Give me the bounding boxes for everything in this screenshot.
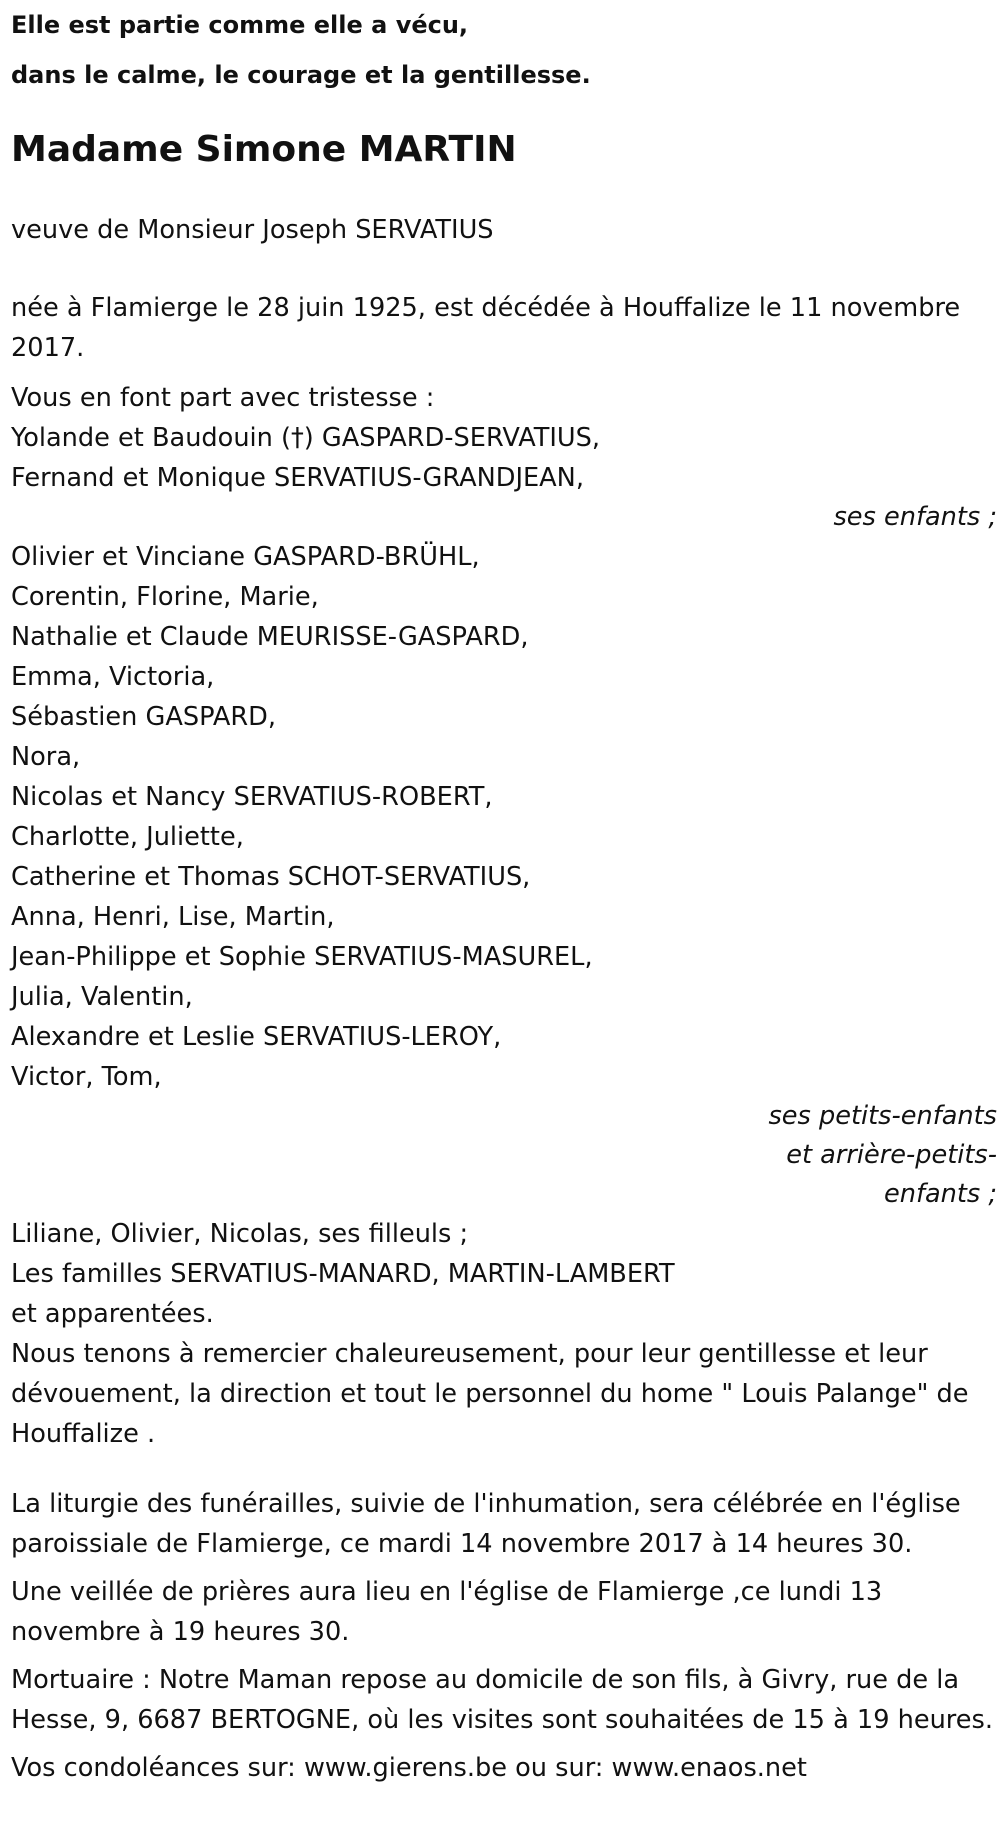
list-item: Corentin, Florine, Marie, <box>11 582 319 612</box>
list-item: Sébastien GASPARD, <box>11 702 277 732</box>
list-item: Catherine et Thomas SCHOT-SERVATIUS, <box>11 862 531 892</box>
birth-death-info: née à Flamierge le 28 juin 1925, est décédée à Houffalize le 11 novembre 2017. <box>11 293 961 363</box>
obituary-notice <box>11 0 997 1788</box>
list-item: Les familles SERVATIUS-MANARD, MARTIN-LAMBERT <box>11 1259 675 1289</box>
grandchildren-list <box>11 537 997 1097</box>
list-item: Charlotte, Juliette, <box>11 822 244 852</box>
grandchildren-role <box>717 1097 997 1214</box>
list-item: Emma, Victoria, <box>11 662 215 692</box>
list-item: Olivier et Vinciane GASPARD-BRÜHL, <box>11 542 480 572</box>
grandchildren-role-line-1: ses petits-enfants <box>768 1101 997 1131</box>
deceased-name: Madame Simone MARTIN <box>11 129 517 170</box>
list-item: Anna, Henri, Lise, Martin, <box>11 902 335 932</box>
children-role: ses enfants ; <box>833 502 997 532</box>
list-item: Victor, Tom, <box>11 1062 162 1092</box>
widow-of: veuve de Monsieur Joseph SERVATIUS <box>11 215 494 245</box>
list-item: Nora, <box>11 742 81 772</box>
list-item: Liliane, Olivier, Nicolas, ses filleuls ; <box>11 1219 469 1249</box>
epigraph-line-1: Elle est partie comme elle a vécu, <box>11 11 469 39</box>
list-item: Yolande et Baudouin (†) GASPARD-SERVATIUS, <box>11 423 601 453</box>
announcement-intro: Vous en font part avec tristesse : <box>11 383 435 413</box>
list-item: Alexandre et Leslie SERVATIUS-LEROY, <box>11 1022 502 1052</box>
list-item: Julia, Valentin, <box>11 982 193 1012</box>
condolences-paragraph: Vos condoléances sur: www.gierens.be ou sur: www.enaos.net <box>11 1753 807 1783</box>
list-item: Jean-Philippe et Sophie SERVATIUS-MASUREL, <box>11 942 593 972</box>
mortuary-paragraph: Mortuaire : Notre Maman repose au domicile de son fils, à Givry, rue de la Hesse, 9, 6687 BERTOGNE, où les visites sont souhaitées de 15 à 19 heures. <box>11 1665 993 1735</box>
grandchildren-role-line-2: et arrière-petits- <box>786 1140 997 1170</box>
list-item: Fernand et Monique SERVATIUS-GRANDJEAN, <box>11 463 584 493</box>
list-item: et apparentées. <box>11 1299 214 1329</box>
funeral-paragraph: La liturgie des funérailles, suivie de l'inhumation, sera célébrée en l'église paroissiale de Flamierge, ce mardi 14 novembre 2017 à 14 heures 30. <box>11 1489 961 1559</box>
grandchildren-role-line-3: enfants ; <box>883 1179 997 1209</box>
others-list <box>11 1214 997 1334</box>
vigil-paragraph: Une veillée de prières aura lieu en l'église de Flamierge ,ce lundi 13 novembre à 19 heures 30. <box>11 1577 883 1647</box>
epigraph-line-2: dans le calme, le courage et la gentillesse. <box>11 61 591 89</box>
epigraph <box>11 0 997 100</box>
list-item: Nathalie et Claude MEURISSE-GASPARD, <box>11 622 529 652</box>
thanks-paragraph: Nous tenons à remercier chaleureusement, pour leur gentillesse et leur dévouement, la direction et tout le personnel du home " Louis Palange" de Houffalize . <box>11 1339 969 1449</box>
children-list <box>11 418 997 498</box>
list-item: Nicolas et Nancy SERVATIUS-ROBERT, <box>11 782 493 812</box>
